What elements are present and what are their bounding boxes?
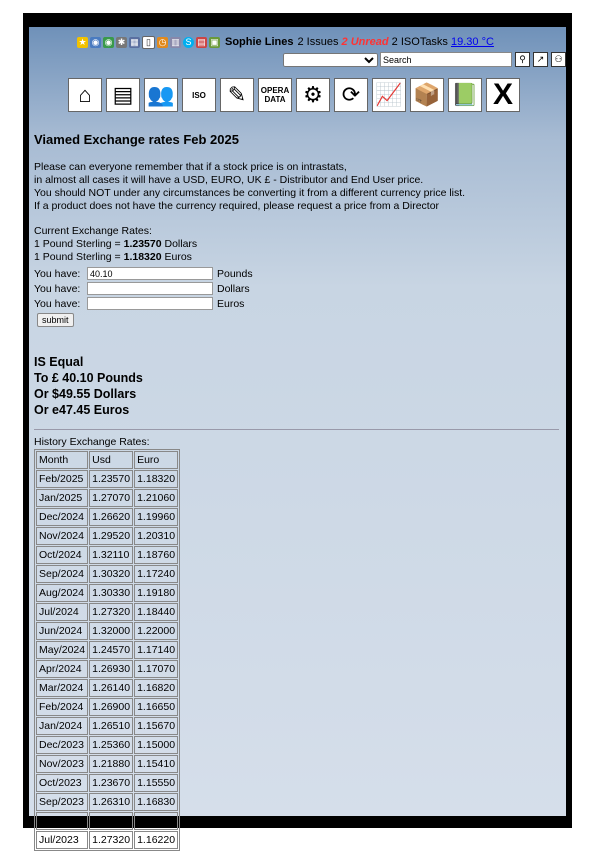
usd-cell: 1.25360 <box>89 736 133 754</box>
usd-cell: 1.32110 <box>89 546 133 564</box>
search-icon[interactable]: ⚲ <box>515 52 530 67</box>
euro-cell: 1.15150 <box>134 812 178 830</box>
notice-text <box>34 161 465 213</box>
pounds-label: Pounds <box>217 267 253 280</box>
usd-rate-value: 1.23570 <box>123 238 162 250</box>
settings-icon[interactable]: ✱ <box>117 36 126 47</box>
euro-cell: 1.19960 <box>134 508 178 526</box>
table-row <box>36 698 178 716</box>
box-glyph: 📦 <box>413 82 441 107</box>
book-glyph: 📗 <box>451 82 479 107</box>
month-cell: Apr/2024 <box>36 660 88 678</box>
eur-rate-suffix: Euros <box>161 251 192 263</box>
notice-line: Please can everyone remember that if a stock price is on intrastats, <box>34 161 347 173</box>
network-icon[interactable]: ⚇ <box>551 52 566 67</box>
month-cell: Aug/2023 <box>36 812 88 830</box>
result-line: Or $49.55 Dollars <box>34 387 137 401</box>
euro-cell: 1.18320 <box>134 470 178 488</box>
filing-cabinet-icon[interactable] <box>106 78 140 112</box>
usd-cell: 1.29520 <box>89 527 133 545</box>
euro-cell: 1.16220 <box>134 831 178 849</box>
month-cell: Jan/2025 <box>36 489 88 507</box>
month-cell: Sep/2023 <box>36 793 88 811</box>
column-header: Euro <box>134 451 178 469</box>
you-have-label: You have: <box>34 297 81 310</box>
iso-count: 2 <box>391 36 398 48</box>
pencil-glyph: ✎ <box>227 82 247 107</box>
table-row <box>36 622 178 640</box>
page-content <box>29 27 566 846</box>
euros-input[interactable] <box>87 297 213 310</box>
bag-icon[interactable]: ▣ <box>210 36 219 47</box>
top-bar <box>77 35 494 49</box>
usd-cell: 1.23570 <box>89 470 133 488</box>
user-name[interactable]: Sophie Lines <box>225 36 294 48</box>
usd-cell: 1.32000 <box>89 622 133 640</box>
euro-cell: 1.16820 <box>134 679 178 697</box>
month-cell: Mar/2024 <box>36 679 88 697</box>
table-row <box>36 793 178 811</box>
month-cell: Nov/2023 <box>36 755 88 773</box>
chart-icon[interactable] <box>372 78 406 112</box>
euro-cell: 1.16650 <box>134 698 178 716</box>
euro-cell: 1.21060 <box>134 489 178 507</box>
usd-cell: 1.27320 <box>89 831 133 849</box>
calendar-icon[interactable]: ▦ <box>130 36 139 47</box>
result-line: To £ 40.10 Pounds <box>34 371 143 385</box>
users-glyph: 👥 <box>147 82 175 107</box>
month-cell: Jan/2024 <box>36 717 88 735</box>
result-line: Or e47.45 Euros <box>34 403 130 417</box>
dollars-label: Dollars <box>217 282 250 295</box>
month-cell: Nov/2024 <box>36 527 88 545</box>
usd-cell: 1.24570 <box>89 641 133 659</box>
column-header: Month <box>36 451 88 469</box>
usd-cell: 1.30330 <box>89 584 133 602</box>
usd-cell: 1.26140 <box>89 679 133 697</box>
euros-row <box>34 296 253 311</box>
gears-glyph: ⚙ <box>303 82 323 107</box>
table-row <box>36 489 178 507</box>
table-header-row <box>36 451 178 469</box>
table-row <box>36 527 178 545</box>
euro-cell: 1.18440 <box>134 603 178 621</box>
table-row <box>36 508 178 526</box>
usd-cell: 1.27070 <box>89 489 133 507</box>
unread-link[interactable]: Unread <box>350 36 389 48</box>
unread-count: 2 <box>341 36 348 48</box>
stack-icon[interactable]: ▤ <box>197 36 206 47</box>
table-row <box>36 565 178 583</box>
pounds-row <box>34 266 253 281</box>
table-row <box>36 679 178 697</box>
usd-cell: 1.21880 <box>89 755 133 773</box>
clock-icon[interactable]: ◷ <box>158 36 167 47</box>
conversion-result <box>34 354 143 418</box>
iso-text: ISO <box>192 90 206 100</box>
table-row <box>36 831 178 849</box>
iso-link[interactable]: ISO <box>400 36 420 48</box>
dollars-input[interactable] <box>87 282 213 295</box>
chart-icon[interactable]: ▥ <box>171 36 180 47</box>
table-row <box>36 603 178 621</box>
result-line: IS Equal <box>34 355 84 369</box>
month-cell: Jul/2024 <box>36 603 88 621</box>
table-row <box>36 546 178 564</box>
refresh-icon[interactable] <box>334 78 368 112</box>
document-icon[interactable]: ▯ <box>142 36 155 49</box>
dollars-row <box>34 281 253 296</box>
euro-cell: 1.22000 <box>134 622 178 640</box>
refresh-glyph: ⟳ <box>341 82 361 107</box>
history-table <box>34 449 180 851</box>
table-row <box>36 641 178 659</box>
converter-form <box>34 266 253 327</box>
usd-cell: 1.26930 <box>89 660 133 678</box>
notice-line: in almost all cases it will have a USD, EURO, UK £ - Distributor and End User price. <box>34 174 424 186</box>
history-table-body <box>36 470 178 849</box>
month-cell: Dec/2024 <box>36 508 88 526</box>
pounds-input[interactable] <box>87 267 213 280</box>
close-icon[interactable] <box>486 78 520 112</box>
table-row <box>36 736 178 754</box>
table-row <box>36 812 178 830</box>
home-glyph: ⌂ <box>78 82 92 107</box>
eur-rate-prefix: 1 Pound Sterling = <box>34 251 124 263</box>
month-cell: Feb/2025 <box>36 470 88 488</box>
month-cell: May/2024 <box>36 641 88 659</box>
close-glyph: X <box>492 78 513 111</box>
star-icon[interactable]: ★ <box>78 36 87 47</box>
history-label: History Exchange Rates: <box>34 436 150 448</box>
globe-icon[interactable]: ◉ <box>104 36 113 47</box>
euro-cell: 1.15550 <box>134 774 178 792</box>
usd-cell: 1.26310 <box>89 793 133 811</box>
month-cell: Jun/2024 <box>36 622 88 640</box>
tasks-link[interactable]: Tasks <box>419 36 448 48</box>
month-cell: Jul/2023 <box>36 831 88 849</box>
search-scope-select[interactable] <box>283 53 378 67</box>
table-row <box>36 774 178 792</box>
usd-rate-suffix: Dollars <box>161 238 198 250</box>
rates-heading: Current Exchange Rates: <box>34 225 152 237</box>
globe-icon[interactable]: ◉ <box>91 36 100 47</box>
temperature-link[interactable]: 19.30 °C <box>451 36 494 48</box>
issues-link[interactable]: Issues <box>306 36 339 48</box>
usd-rate-prefix: 1 Pound Sterling = <box>34 238 124 250</box>
submit-button[interactable]: submit <box>37 313 74 327</box>
home-icon[interactable] <box>68 78 102 112</box>
divider <box>34 429 559 430</box>
you-have-label: You have: <box>34 267 81 280</box>
table-row <box>36 660 178 678</box>
opera-data-icon[interactable] <box>258 78 292 112</box>
you-have-label: You have: <box>34 282 81 295</box>
box-icon[interactable] <box>410 78 444 112</box>
usd-cell: 1.23670 <box>89 774 133 792</box>
usd-cell: 1.26510 <box>89 717 133 735</box>
table-row <box>36 717 178 735</box>
table-row <box>36 584 178 602</box>
search-row <box>283 52 566 67</box>
euro-cell: 1.18760 <box>134 546 178 564</box>
book-icon[interactable] <box>448 78 482 112</box>
users-icon[interactable] <box>144 78 178 112</box>
filing-cabinet-glyph: ▤ <box>112 82 134 107</box>
month-cell: Feb/2024 <box>36 698 88 716</box>
euros-label: Euros <box>217 297 245 310</box>
month-cell: Aug/2024 <box>36 584 88 602</box>
usd-cell: 1.28860 <box>89 812 133 830</box>
notice-line: You should NOT under any circumstances be converting it from a different currency price list. <box>34 187 466 199</box>
page-title: Viamed Exchange rates Feb 2025 <box>34 132 239 147</box>
euro-cell: 1.17140 <box>134 641 178 659</box>
column-header: Usd <box>89 451 133 469</box>
euro-cell: 1.16830 <box>134 793 178 811</box>
issues-count: 2 <box>297 36 304 48</box>
skype-icon[interactable]: S <box>183 37 194 48</box>
euro-cell: 1.15000 <box>134 736 178 754</box>
month-cell: Oct/2024 <box>36 546 88 564</box>
chart-glyph: 📈 <box>375 82 403 107</box>
usd-cell: 1.26900 <box>89 698 133 716</box>
euro-cell: 1.15670 <box>134 717 178 735</box>
eur-rate-line <box>34 251 197 264</box>
month-cell: Oct/2023 <box>36 774 88 792</box>
main-nav <box>68 78 524 112</box>
search-input[interactable] <box>380 52 512 67</box>
month-cell: Dec/2023 <box>36 736 88 754</box>
usd-cell: 1.26620 <box>89 508 133 526</box>
external-link-icon[interactable]: ↗ <box>533 52 548 67</box>
table-row <box>36 470 178 488</box>
opera-data-text: OPERA DATA <box>260 86 290 104</box>
usd-rate-line <box>34 238 197 251</box>
euro-cell: 1.20310 <box>134 527 178 545</box>
usd-cell: 1.27320 <box>89 603 133 621</box>
eur-rate-value: 1.18320 <box>123 251 162 263</box>
usd-cell: 1.30320 <box>89 565 133 583</box>
current-rates <box>34 225 197 264</box>
iso-icon[interactable] <box>182 78 216 112</box>
euro-cell: 1.17070 <box>134 660 178 678</box>
euro-cell: 1.17240 <box>134 565 178 583</box>
euro-cell: 1.19180 <box>134 584 178 602</box>
gears-icon[interactable] <box>296 78 330 112</box>
notice-line: If a product does not have the currency required, please request a price from a Director <box>34 200 440 212</box>
pencil-icon[interactable] <box>220 78 254 112</box>
table-row <box>36 755 178 773</box>
euro-cell: 1.15410 <box>134 755 178 773</box>
month-cell: Sep/2024 <box>36 565 88 583</box>
